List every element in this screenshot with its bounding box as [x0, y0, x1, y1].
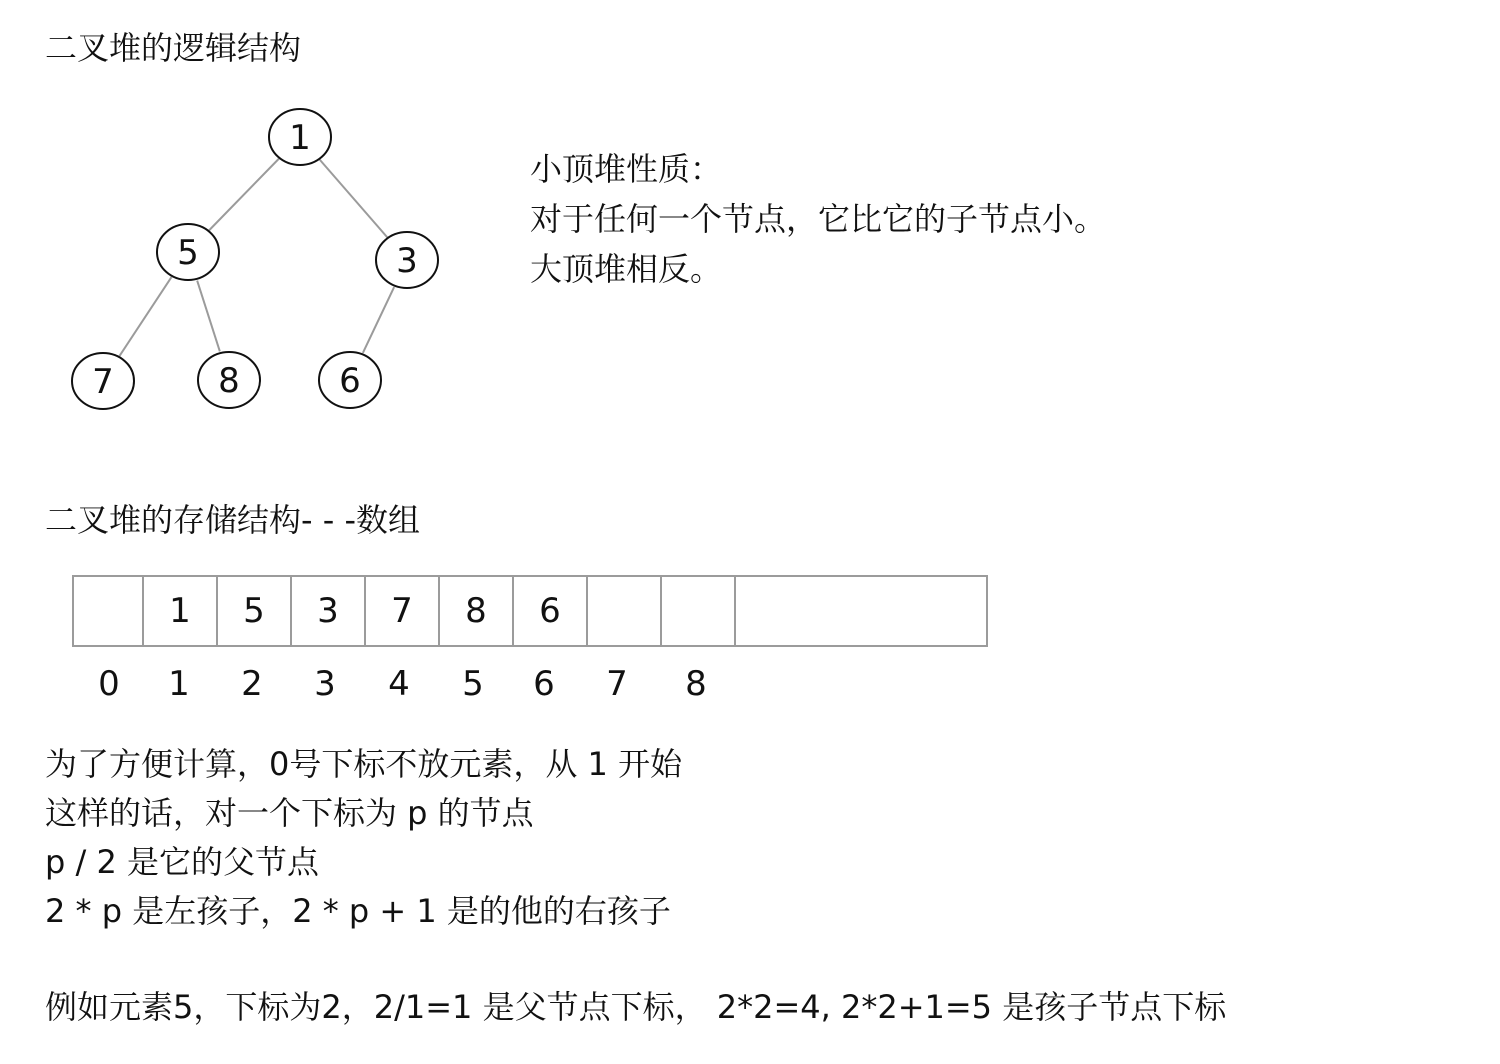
tree-node: [269, 109, 331, 165]
array-cell: [736, 577, 986, 645]
tree-node-label: 8: [218, 361, 240, 401]
array-index: 3: [314, 664, 336, 704]
tree-node: [319, 352, 381, 408]
tree-edge: [320, 160, 388, 238]
array-cell: 3: [292, 577, 366, 645]
tree-node: [376, 232, 438, 288]
tree-edge: [209, 158, 279, 230]
explanation-line: p / 2 是它的父节点: [45, 843, 319, 881]
array-cell: 1: [144, 577, 218, 645]
array-index: 0: [98, 664, 120, 704]
tree-node: [72, 353, 134, 409]
array-cell: [662, 577, 736, 645]
properties-title: 小顶堆性质：: [530, 150, 723, 188]
tree-edge: [197, 281, 220, 352]
array-cell: 8: [440, 577, 514, 645]
array-cell: 7: [366, 577, 440, 645]
explanation-line: 为了方便计算，0号下标不放元素，从 1 开始: [45, 745, 683, 783]
explanation-line: 这样的话，对一个下标为 p 的节点: [45, 794, 534, 832]
array-cell: [74, 577, 144, 645]
array-index: 5: [462, 664, 484, 704]
array-index: 8: [685, 664, 707, 704]
array-cell: 6: [514, 577, 588, 645]
array-index: 6: [533, 664, 555, 704]
tree-node: [198, 352, 260, 408]
tree-node-label: 1: [289, 118, 311, 158]
array-cell: [588, 577, 662, 645]
tree-node-label: 3: [396, 241, 418, 281]
properties-max-heap-note: 大顶堆相反。: [530, 250, 723, 288]
storage-structure-title: 二叉堆的存储结构- - -数组: [45, 501, 420, 539]
heap-array: [72, 575, 988, 647]
explanation-line: 2 * p 是左孩子，2 * p + 1 是的他的右孩子: [45, 892, 671, 930]
min-heap-properties: [530, 144, 1106, 294]
example-text: 例如元素5，下标为2，2/1=1 是父节点下标， 2*2=4, 2*2+1=5 是孩子节点下标: [45, 988, 1227, 1026]
array-index: 1: [168, 664, 190, 704]
tree-node-label: 7: [92, 362, 114, 402]
array-cell: 5: [218, 577, 292, 645]
tree-node-label: 5: [177, 233, 199, 273]
heap-tree-diagram: [60, 100, 460, 420]
tree-node-label: 6: [339, 361, 361, 401]
properties-rule: 对于任何一个节点，它比它的子节点小。: [530, 200, 1107, 238]
tree-edge: [120, 277, 172, 356]
array-index: 2: [241, 664, 263, 704]
tree-edge: [363, 287, 394, 353]
tree-node: [157, 224, 219, 280]
index-explanation: [45, 740, 682, 936]
logical-structure-title: 二叉堆的逻辑结构: [45, 29, 302, 67]
array-index: 7: [606, 664, 628, 704]
array-index: 4: [388, 664, 410, 704]
